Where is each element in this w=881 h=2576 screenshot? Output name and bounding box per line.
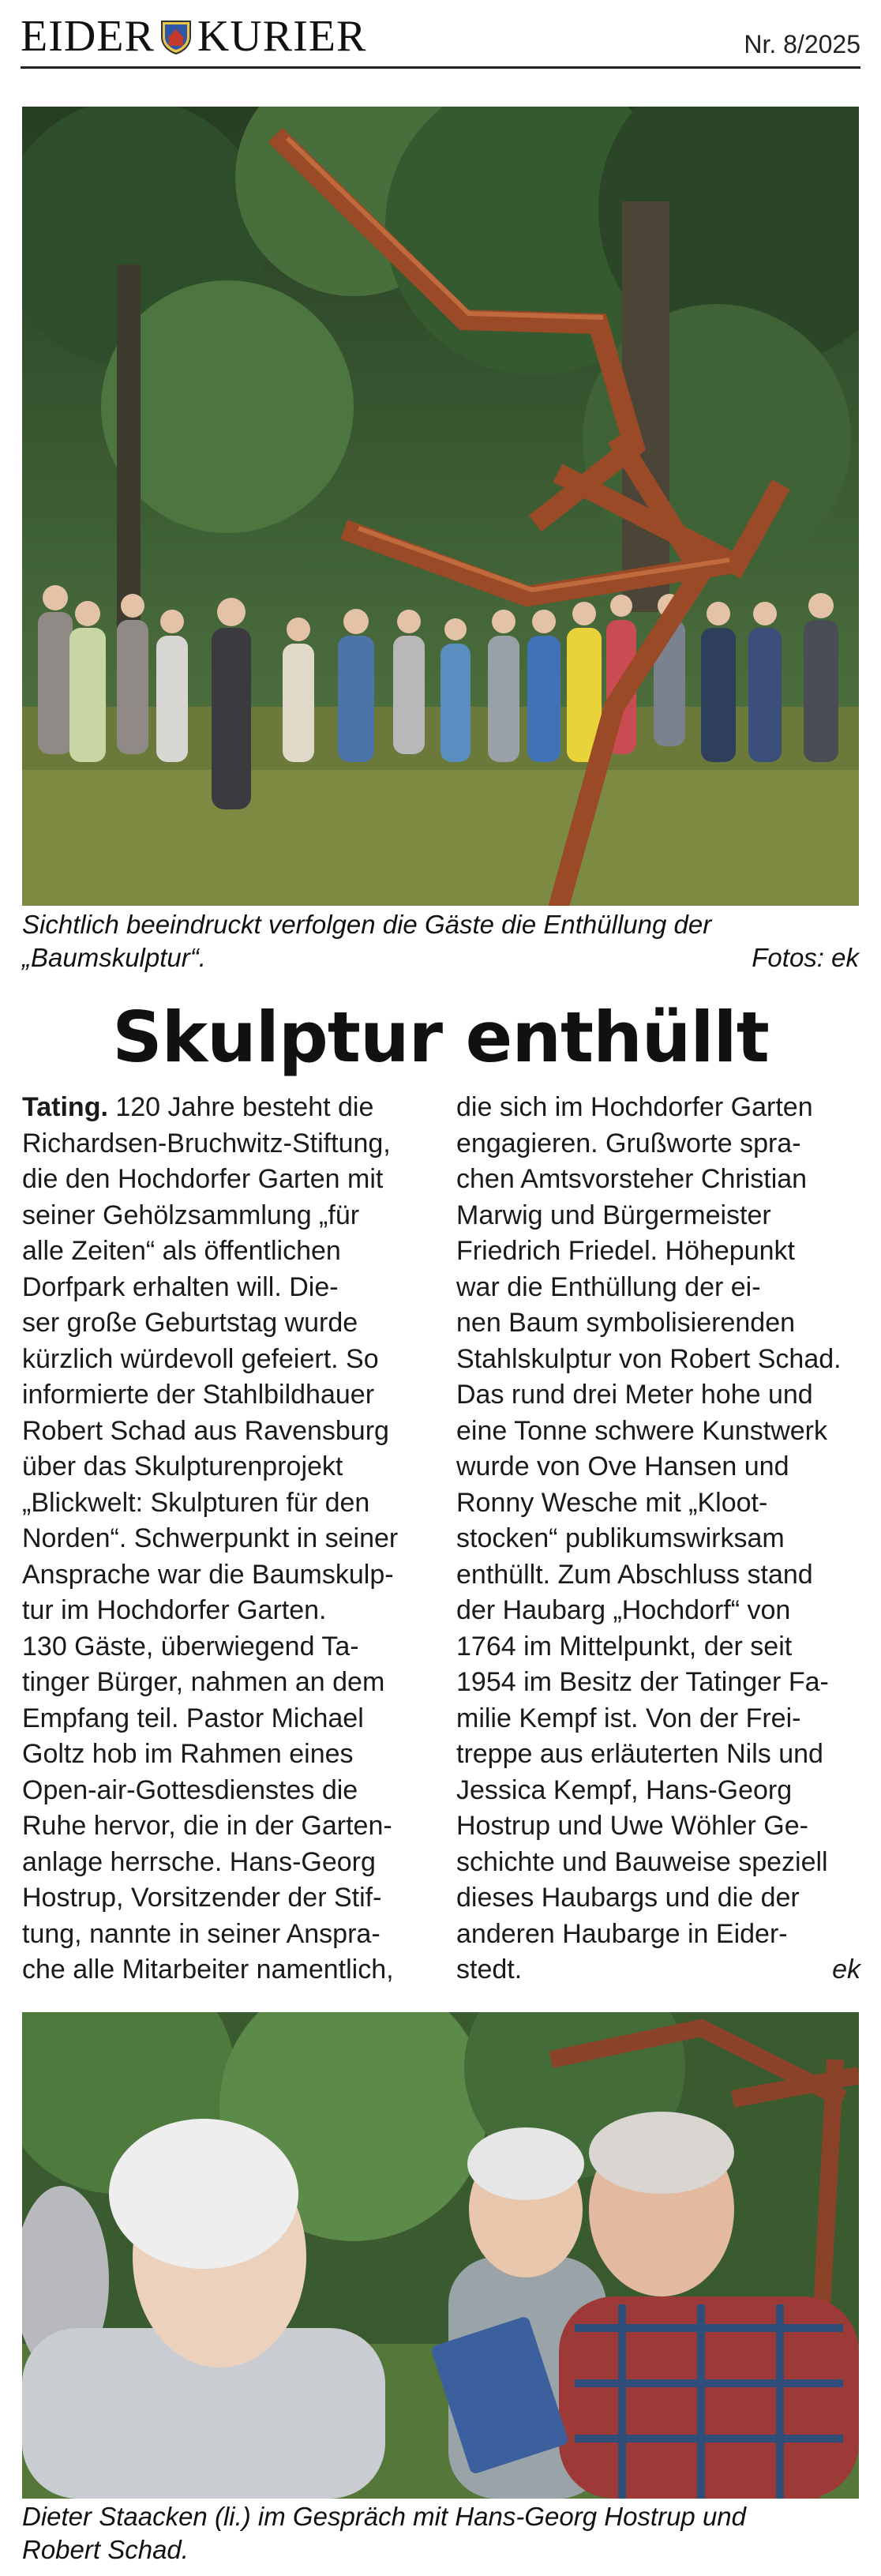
article-column-2	[456, 1090, 860, 1988]
caption-top-line2-row	[22, 941, 859, 974]
brand-right: KURIER	[197, 12, 367, 61]
brand-left: EIDER	[21, 12, 155, 61]
conversation-photo-illustration	[22, 2012, 859, 2499]
newspaper-logo	[21, 11, 366, 62]
photo-conversation	[22, 2012, 859, 2499]
author-signature: ek	[832, 1955, 860, 1985]
dateline: Tating.	[22, 1092, 108, 1122]
caption-bottom-line1: Dieter Staacken (li.) im Gespräch mit Hans-Georg Hostrup und	[22, 2502, 747, 2531]
article-column-1	[22, 1090, 426, 1988]
paragraph-1-text: 120 Jahre besteht die Richardsen-Bruchwitz-Stiftung, die den Hochdorfer Garten mit seiner Gehölzsammlung „für alle Zeiten“ als öffentlichen Dorfpark erhalten will. Die- ser große Geburtstag wurde kürzlich würdevoll gefeiert. So informierte der Stahlbildhauer Robert Schad aus Ravensburg über das Skulpturenprojekt „Blickwelt: Skulpturen für den Norden“. Schwerpunkt in seiner Ansprache war die Baumskulp- tur im Hochdorfer Garten.	[22, 1092, 399, 1625]
caption-bottom-line2: Robert Schad.	[22, 2535, 189, 2564]
photo-caption-top	[22, 908, 859, 976]
paragraph-2: 130 Gäste, überwiegend Ta- tinger Bürger, nahmen an dem Empfang teil. Pastor Michael Goltz hob im Rahmen eines Open-air-Gottesdienstes die Ruhe hervor, die in der Garten- anlage herrsche. Hans-Georg Hostrup, Vorsitzender der Stif- tung, nannte in seiner Anspra- che alle Mitarbeiter namentlich,	[22, 1631, 394, 1985]
photo-sculpture-unveiling	[22, 107, 859, 906]
article-headline: Skulptur enthüllt	[112, 997, 769, 1078]
photo-credit: Fotos: ek	[752, 943, 859, 972]
paragraph-3: die sich im Hochdorfer Garten engagieren. Grußworte spra- chen Amtsvorsteher Christian Marwig und Bürgermeister Friedrich Friedel. Höhepunkt war die Enthüllung der ei- nen Baum symbolisierenden Stahlskulptur von Robert Schad. Das rund drei Meter hohe und eine Tonne schwere Kunstwerk wurde von Ove Hansen und Ronny Wesche mit „Kloot- stocken“ publikumswirksam enthüllt. Zum Abschluss stand der Haubarg „Hochdorf“ von 1764 im Mittelpunkt, der seit 1954 im Besitz der Tatinger Fa- milie Kempf ist. Von der Frei- treppe aus erläuterten Nils und Jessica Kempf, Hans-Georg Hostrup und Uwe Wöhler Ge- schichte und Bauweise speziell dieses Haubargs und die der anderen Haubarge in Eider- stedt.	[456, 1092, 842, 1985]
sculpture-photo-illustration	[22, 107, 859, 906]
issue-number: Nr. 8/2025	[744, 30, 860, 58]
caption-top-line2: „Baumskulptur“.	[22, 943, 206, 972]
masthead	[21, 6, 860, 69]
caption-top-line1: Sichtlich beeindruckt verfolgen die Gäste die Enthüllung der	[22, 910, 712, 939]
paragraph-1	[22, 1090, 426, 1629]
photo-caption-bottom	[22, 2500, 859, 2570]
coat-of-arms-icon	[159, 18, 193, 54]
